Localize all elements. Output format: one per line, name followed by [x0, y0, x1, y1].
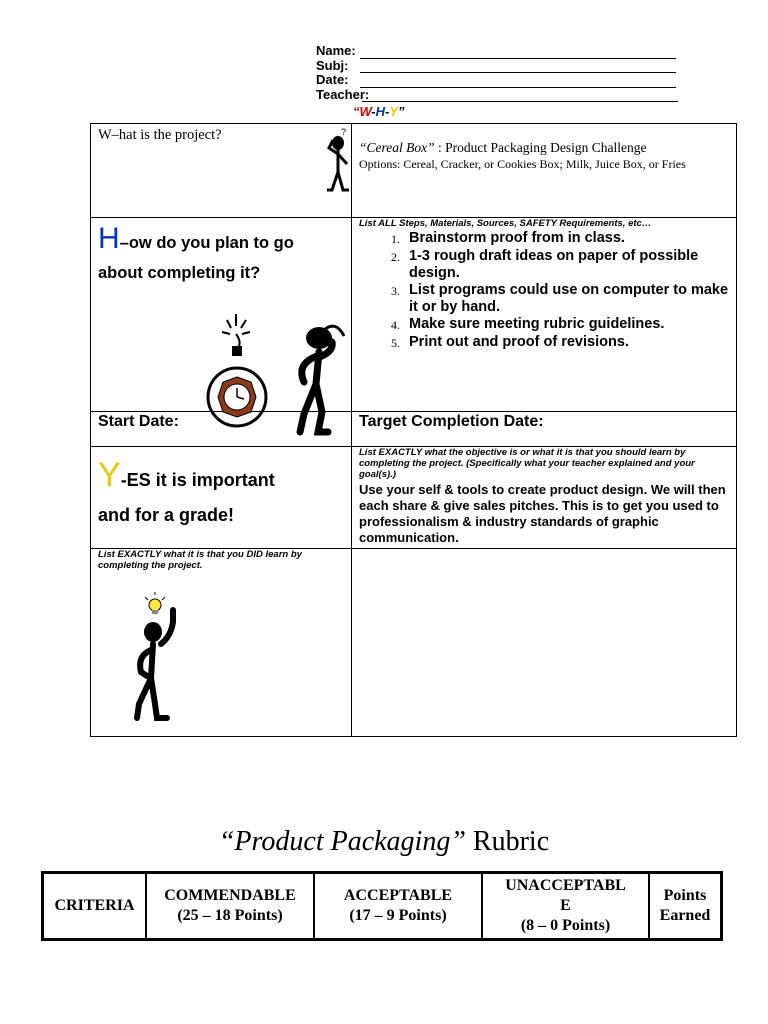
project-title-line — [359, 140, 646, 156]
points-earned-header — [650, 874, 720, 938]
lightbulb-idea-stick-figure-icon — [133, 592, 185, 724]
objective-answer[interactable]: Use your self & tools to create product design. We will then each share & give sales pitches. This is to get you used to professionalism & industry standards of graphic communication. — [359, 482, 726, 545]
step-text: Brainstorm proof from in class. — [409, 230, 625, 246]
what-question: W–hat is the project? — [98, 127, 222, 143]
rubric-title-rest: Rubric — [465, 826, 550, 857]
unacceptable-label-b: E — [560, 897, 571, 914]
why-h: H — [375, 104, 386, 119]
why-dash-2: - — [385, 104, 390, 119]
list-item — [359, 282, 734, 316]
how-instructions: List ALL Steps, Materials, Sources, SAFETY Requirements, etc… — [359, 218, 652, 229]
teacher-label: Teacher: — [316, 86, 370, 102]
bomb-clock-clipart-icon — [204, 312, 364, 437]
svg-text:?: ? — [341, 127, 347, 137]
yes-instructions: List EXACTLY what the objective is or what it is that you should learn by completing the project. (Specifically what your teacher explained and your goal(s).) — [359, 447, 695, 480]
step-number: 1. — [391, 232, 400, 246]
how-question-text: –ow do you plan to go about completing it? — [98, 234, 294, 282]
why-close-quote: ” — [398, 104, 405, 119]
learned-instructions: List EXACTLY what it is that you DID learn by completing the project. — [98, 549, 302, 571]
step-number: 2. — [391, 250, 400, 264]
step-text: Print out and proof of revisions. — [409, 334, 629, 350]
list-item — [359, 248, 734, 282]
learned-answer-area[interactable] — [352, 549, 736, 736]
rubric-title-italic: “Product Packaging” — [218, 826, 466, 857]
step-text: List programs could use on computer to make it or by hand. — [409, 282, 729, 315]
name-field[interactable] — [316, 44, 678, 59]
subject-line[interactable] — [360, 62, 676, 73]
commendable-header — [147, 874, 315, 938]
rubric-title — [0, 826, 768, 858]
how-question — [98, 224, 343, 288]
why-dash-1: - — [371, 104, 376, 119]
target-completion-date-label[interactable]: Target Completion Date: — [359, 413, 544, 430]
list-item — [359, 334, 734, 352]
date-field[interactable] — [316, 73, 678, 88]
rubric-header-row — [41, 871, 723, 941]
step-text: 1-3 rough draft ideas on paper of possible design. — [409, 248, 699, 281]
name-line[interactable] — [360, 48, 676, 59]
why-w: “W — [353, 104, 372, 119]
list-item — [359, 316, 734, 334]
student-info-header — [316, 44, 678, 102]
acceptable-label: ACCEPTABLE — [343, 887, 453, 904]
yes-line-1: -ES it is important — [120, 470, 275, 490]
step-number: 5. — [391, 336, 400, 350]
yes-statement — [98, 458, 348, 533]
step-number: 4. — [391, 318, 400, 332]
acceptable-points: (17 – 9 Points) — [349, 907, 447, 924]
subject-field[interactable] — [316, 59, 678, 74]
why-y: Y — [389, 104, 399, 119]
teacher-line[interactable] — [362, 91, 678, 102]
points-label: Points — [663, 887, 707, 904]
project-options: Options: Cereal, Cracker, or Cookies Box; Milk, Juice Box, or Fries — [359, 157, 686, 171]
date-label: Date: — [316, 72, 349, 87]
subject-label: Subj: — [316, 57, 349, 73]
start-date-label[interactable]: Start Date: — [98, 413, 179, 430]
name-label: Name: — [316, 43, 356, 58]
unacceptable-points: (8 – 0 Points) — [520, 917, 611, 934]
step-text: Make sure meeting rubric guidelines. — [409, 316, 665, 332]
teacher-field[interactable] — [316, 88, 678, 103]
thinking-stick-figure-icon — [323, 126, 355, 194]
date-line[interactable] — [360, 77, 676, 88]
yes-letter: Y — [98, 456, 121, 494]
acceptable-header — [315, 874, 483, 938]
unacceptable-label-a: UNACCEPTABL — [505, 877, 626, 894]
why-heading — [353, 104, 405, 119]
unacceptable-header — [483, 874, 650, 938]
commendable-points: (25 – 18 Points) — [177, 907, 283, 924]
row-divider — [91, 411, 736, 412]
how-letter: H — [98, 222, 120, 255]
yes-line-2: and for a grade! — [98, 505, 235, 525]
project-title: : Product Packaging Design Challenge — [434, 140, 647, 155]
project-name: “Cereal Box” — [359, 140, 435, 155]
steps-list — [359, 230, 734, 352]
list-item — [359, 230, 734, 248]
earned-label: Earned — [659, 907, 711, 924]
project-planning-grid — [90, 123, 737, 737]
step-number: 3. — [391, 284, 400, 298]
criteria-header: CRITERIA — [44, 874, 147, 938]
commendable-label: COMMENDABLE — [164, 887, 296, 904]
